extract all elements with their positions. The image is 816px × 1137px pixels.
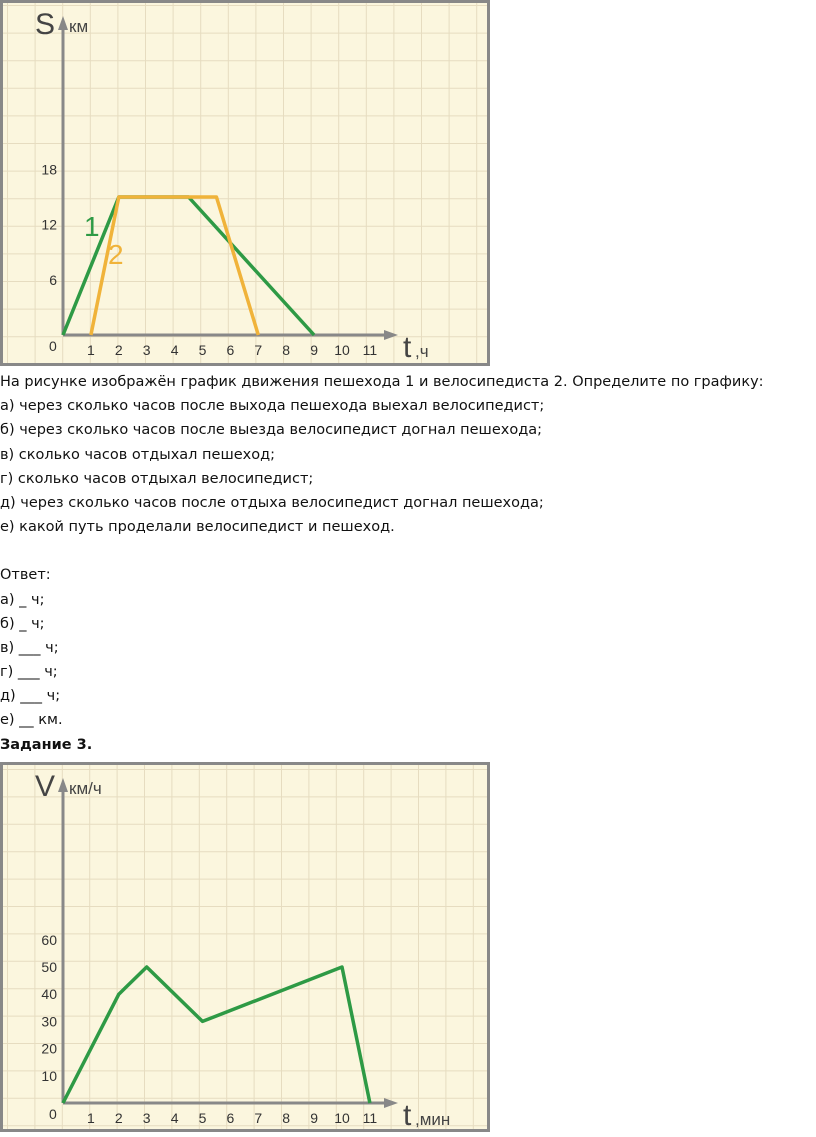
x-tick-label: 8	[282, 342, 291, 358]
answer-f: е) __ км.	[0, 712, 63, 729]
series-label-1: 1	[84, 211, 100, 242]
x-axis-symbol: t	[403, 331, 412, 364]
y-tick-label: 10	[41, 1067, 57, 1084]
question-b: б) через сколько часов после выезда велосипедист догнал пешехода;	[0, 422, 542, 439]
answer-title: Ответ:	[0, 567, 51, 584]
x-tick-label: 6	[226, 342, 235, 358]
question-e: д) через сколько часов после отдыха велосипедист догнал пешехода;	[0, 494, 544, 511]
y-axis-symbol: V	[35, 770, 56, 803]
y-tick-label: 30	[41, 1013, 57, 1030]
y-axis-unit: км/ч	[69, 779, 102, 798]
x-tick-label: 6	[226, 1110, 235, 1126]
question-f: е) какой путь проделали велосипедист и пешеход.	[0, 519, 395, 536]
x-tick-label: 9	[310, 1110, 318, 1126]
x-tick-label: 4	[170, 1110, 179, 1126]
series-label-2: 2	[108, 239, 124, 270]
question-d: г) сколько часов отдыхал велосипедист;	[0, 470, 314, 487]
answer-b: б) _ ч;	[0, 615, 45, 632]
answer-e: д) ___ ч;	[0, 688, 61, 705]
x-axis-unit: ,ч	[415, 342, 429, 361]
y-tick-label: 50	[41, 959, 57, 975]
x-tick-label: 10	[334, 1110, 350, 1126]
origin-label: 0	[49, 338, 57, 354]
x-tick-label: 1	[87, 342, 95, 358]
x-tick-label: 2	[114, 342, 123, 358]
x-axis-symbol: t	[403, 1099, 412, 1132]
origin-label: 0	[49, 1106, 57, 1122]
y-tick-label: 12	[41, 216, 57, 233]
chart-svg	[0, 762, 490, 1132]
x-tick-label: 2	[114, 1110, 123, 1126]
task-3-title: Задание 3.	[0, 736, 93, 753]
x-axis-unit: ,мин	[415, 1110, 451, 1129]
y-tick-label: 18	[41, 161, 57, 178]
y-tick-label: 6	[49, 271, 57, 288]
x-tick-label: 8	[282, 1110, 291, 1126]
answer-a: а) _ ч;	[0, 591, 45, 608]
y-axis-unit: км	[69, 17, 89, 36]
x-tick-label: 11	[362, 342, 378, 358]
chart-svg	[0, 0, 490, 366]
speed-time-chart	[0, 762, 490, 1132]
x-tick-label: 10	[334, 342, 350, 358]
x-tick-label: 3	[142, 1110, 151, 1126]
task-text	[0, 370, 816, 757]
x-tick-label: 7	[254, 1110, 263, 1126]
x-tick-label: 5	[198, 342, 207, 358]
answer-d: г) ___ ч;	[0, 664, 58, 681]
x-tick-label: 5	[198, 1110, 207, 1126]
chart-background	[2, 764, 489, 1131]
x-tick-label: 7	[254, 342, 263, 358]
question-a: а) через сколько часов после выхода пешехода выехал велосипедист;	[0, 398, 545, 415]
answer-c: в) ___ ч;	[0, 639, 59, 656]
y-tick-label: 40	[41, 986, 57, 1003]
x-tick-label: 11	[362, 1110, 378, 1126]
y-tick-label: 20	[41, 1040, 57, 1057]
y-axis-symbol: S	[35, 8, 56, 41]
x-tick-label: 9	[310, 342, 318, 358]
y-tick-label: 60	[41, 931, 57, 948]
x-tick-label: 1	[87, 1110, 95, 1126]
x-tick-label: 3	[142, 342, 151, 358]
question-c: в) сколько часов отдыхал пешеход;	[0, 446, 276, 463]
distance-time-chart	[0, 0, 490, 366]
x-tick-label: 4	[170, 342, 179, 358]
task-intro: На рисунке изображён график движения пешехода 1 и велосипедиста 2. Определите по графику:	[0, 374, 764, 390]
